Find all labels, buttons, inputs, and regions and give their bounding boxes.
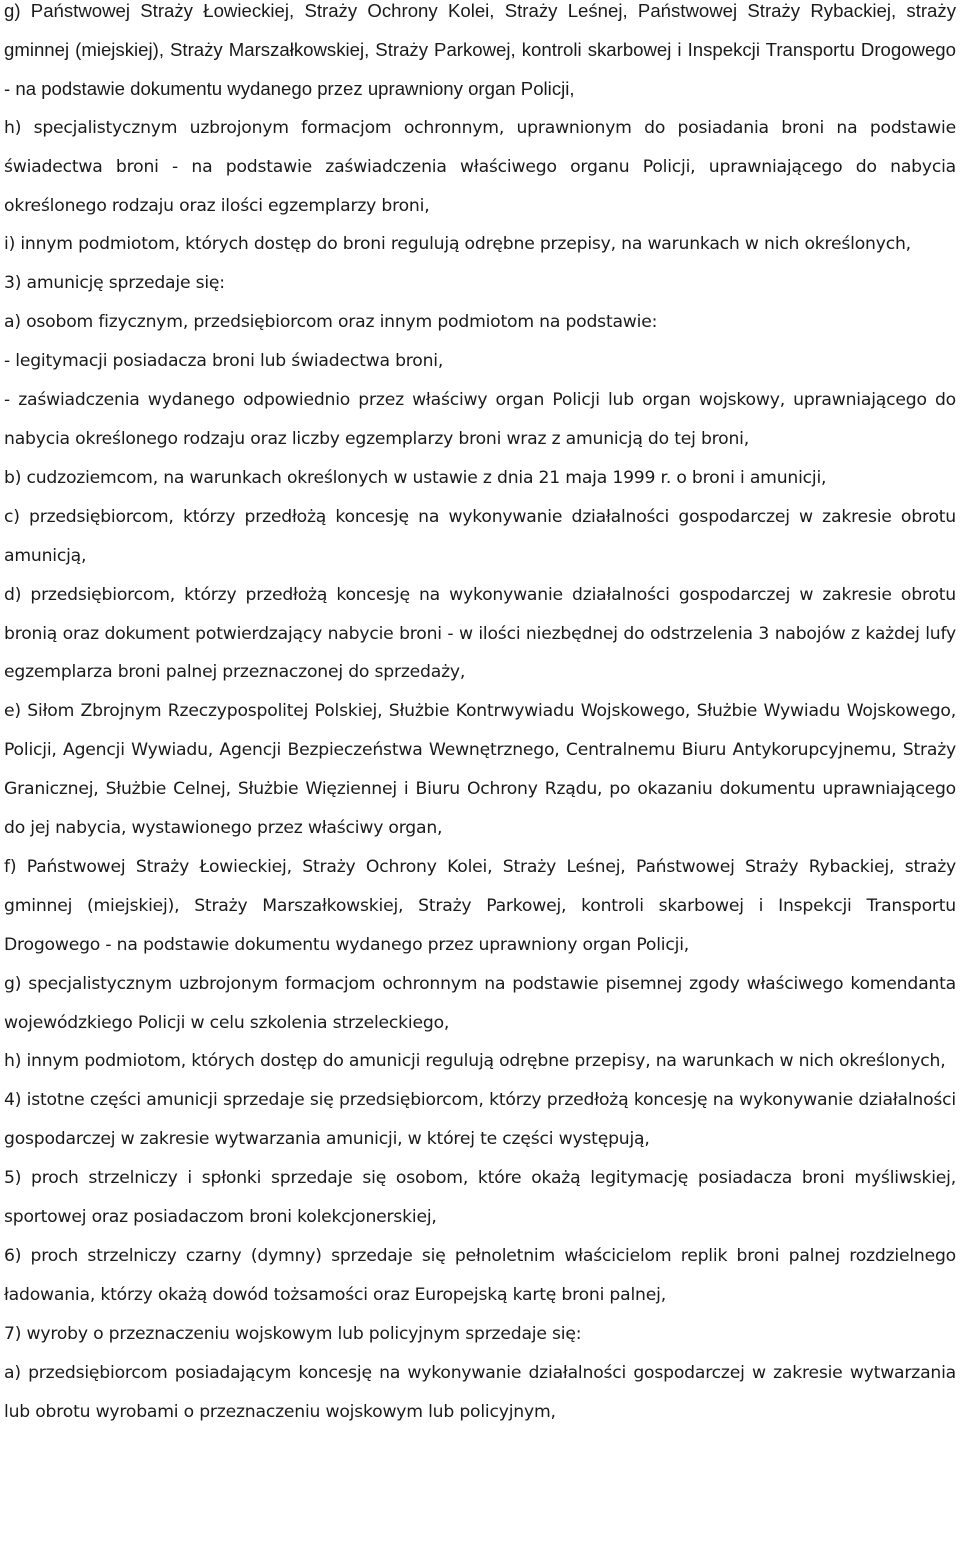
paragraph-6-proch-czarny: 6) proch strzelniczy czarny (dymny) sprzedaje się pełnoletnim właścicielom replik broni palnej rozdzielnego ładowania, którzy okażą dowód tożsamości oraz Europejską kartę broni palnej,: [4, 1246, 956, 1305]
paragraph-a-przedsiebiorcy-koncesja: a) przedsiębiorcom posiadającym koncesję na wykonywanie działalności gospodarczej w zakresie wytwarzania lub obrotu wyrobami o przeznaczeniu wojskowym lub policyjnym,: [4, 1362, 956, 1422]
paragraph-4-czesci-amunicji: 4) istotne części amunicji sprzedaje się przedsiębiorcom, którzy przedłożą koncesję na wykonywanie działalności gospodarczej w zakresie wytwarzania amunicji, w której te części występują,: [4, 1090, 956, 1150]
paragraph-5-proch-splonki: 5) proch strzelniczy i spłonki sprzedaje się osobom, które okażą legitymację posiadacza broni myśliwskiej, sportowej oraz posiadaczom broni kolekcjonerskiej,: [4, 1168, 956, 1228]
paragraph-i-inne-podmioty: i) innym podmiotom, których dostęp do broni regulują odrębne przepisy, na warunkach w nich określonych,: [4, 234, 911, 255]
paragraph-legitymacja: - legitymacji posiadacza broni lub świadectwa broni,: [4, 351, 444, 372]
paragraph-e-sily-zbrojne: e) Siłom Zbrojnym Rzeczypospolitej Polskiej, Służbie Kontrwywiadu Wojskowego, Służbie Wywiadu Wojskowego, Policji, Agencji Wywiadu, Agencji Bezpieczeństwa Wewnętrznego, Centralnemu Biuru Antykorupcyjnemu, Straży Granicznej, Służbie Celnej, Służbie Więziennej i Biuru Ochrony Rządu, po okazaniu dokumentu uprawniającego do jej nabycia, wystawionego przez właściwy organ,: [4, 701, 956, 839]
paragraph-zaswiadczenie: - zaświadczenia wydanego odpowiednio przez właściwy organ Policji lub organ wojskowy, uprawniającego do nabycia określonego rodzaju oraz liczby egzemplarzy broni wraz z amunicją do tej broni,: [4, 390, 956, 449]
paragraph-h-inne-podmioty: h) innym podmiotom, których dostęp do amunicji regulują odrębne przepisy, na warunkach w nich określonych,: [4, 1051, 946, 1072]
paragraph-c-obrot-amunicja: c) przedsiębiorcom, którzy przedłożą koncesję na wykonywanie działalności gospodarczej w zakresie obrotu amunicją,: [4, 506, 956, 566]
paragraph-7-wyroby-wojskowe: 7) wyroby o przeznaczeniu wojskowym lub policyjnym sprzedaje się:: [4, 1323, 582, 1344]
paragraph-d-obrot-bronia: d) przedsiębiorcom, którzy przedłożą koncesję na wykonywanie działalności gospodarczej w zakresie obrotu bronią oraz dokument potwierdzający nabycie broni - w ilości niezbędnej do odstrzelenia 3 nabojów z każdej lufy egzemplarza broni palnej przeznaczonej do sprzedaży,: [4, 584, 956, 683]
paragraph-f-straz-lowiecka: f) Państwowej Straży Łowieckiej, Straży Ochrony Kolei, Straży Leśnej, Państwowej Straży Rybackiej, straży gminnej (miejskiej), Straży Marszałkowskiej, Straży Parkowej, kontroli skarbowej i Inspekcji Transportu Drogowego - na podstawie dokumentu wydanego przez uprawniony organ Policji,: [4, 856, 956, 955]
paragraph-h-formacje-ochronne: h) specjalistycznym uzbrojonym formacjom ochronnym, uprawnionym do posiadania broni na podstawie świadectwa broni - na podstawie zaświadczenia właściwego organu Policji, uprawniającego do nabycia określonego rodzaju oraz ilości egzemplarzy broni,: [4, 117, 956, 216]
paragraph-a-osoby-fizyczne: a) osobom fizycznym, przedsiębiorcom oraz innym podmiotom na podstawie:: [4, 312, 658, 333]
paragraph-g-formacje-ochronne: g) specjalistycznym uzbrojonym formacjom ochronnym na podstawie pisemnej zgody właściwego komendanta wojewódzkiego Policji w celu szkolenia strzeleckiego,: [4, 973, 956, 1033]
paragraph-b-cudzoziemcy: b) cudzoziemcom, na warunkach określonych w ustawie z dnia 21 maja 1999 r. o broni i amunicji,: [4, 467, 827, 488]
paragraph-g-straz-lowiecka: g) Państwowej Straży Łowieckiej, Straży Ochrony Kolei, Straży Leśnej, Państwowej Straży Rybackiej, straży gminnej (miejskiej), Straży Marszałkowskiej, Straży Parkowej, kontroli skarbowej i Inspekcji Transportu Drogowego - na podstawie dokumentu wydanego przez uprawniony organ Policji,: [4, 0, 956, 99]
paragraph-3-amunicja: 3) amunicję sprzedaje się:: [4, 273, 225, 294]
